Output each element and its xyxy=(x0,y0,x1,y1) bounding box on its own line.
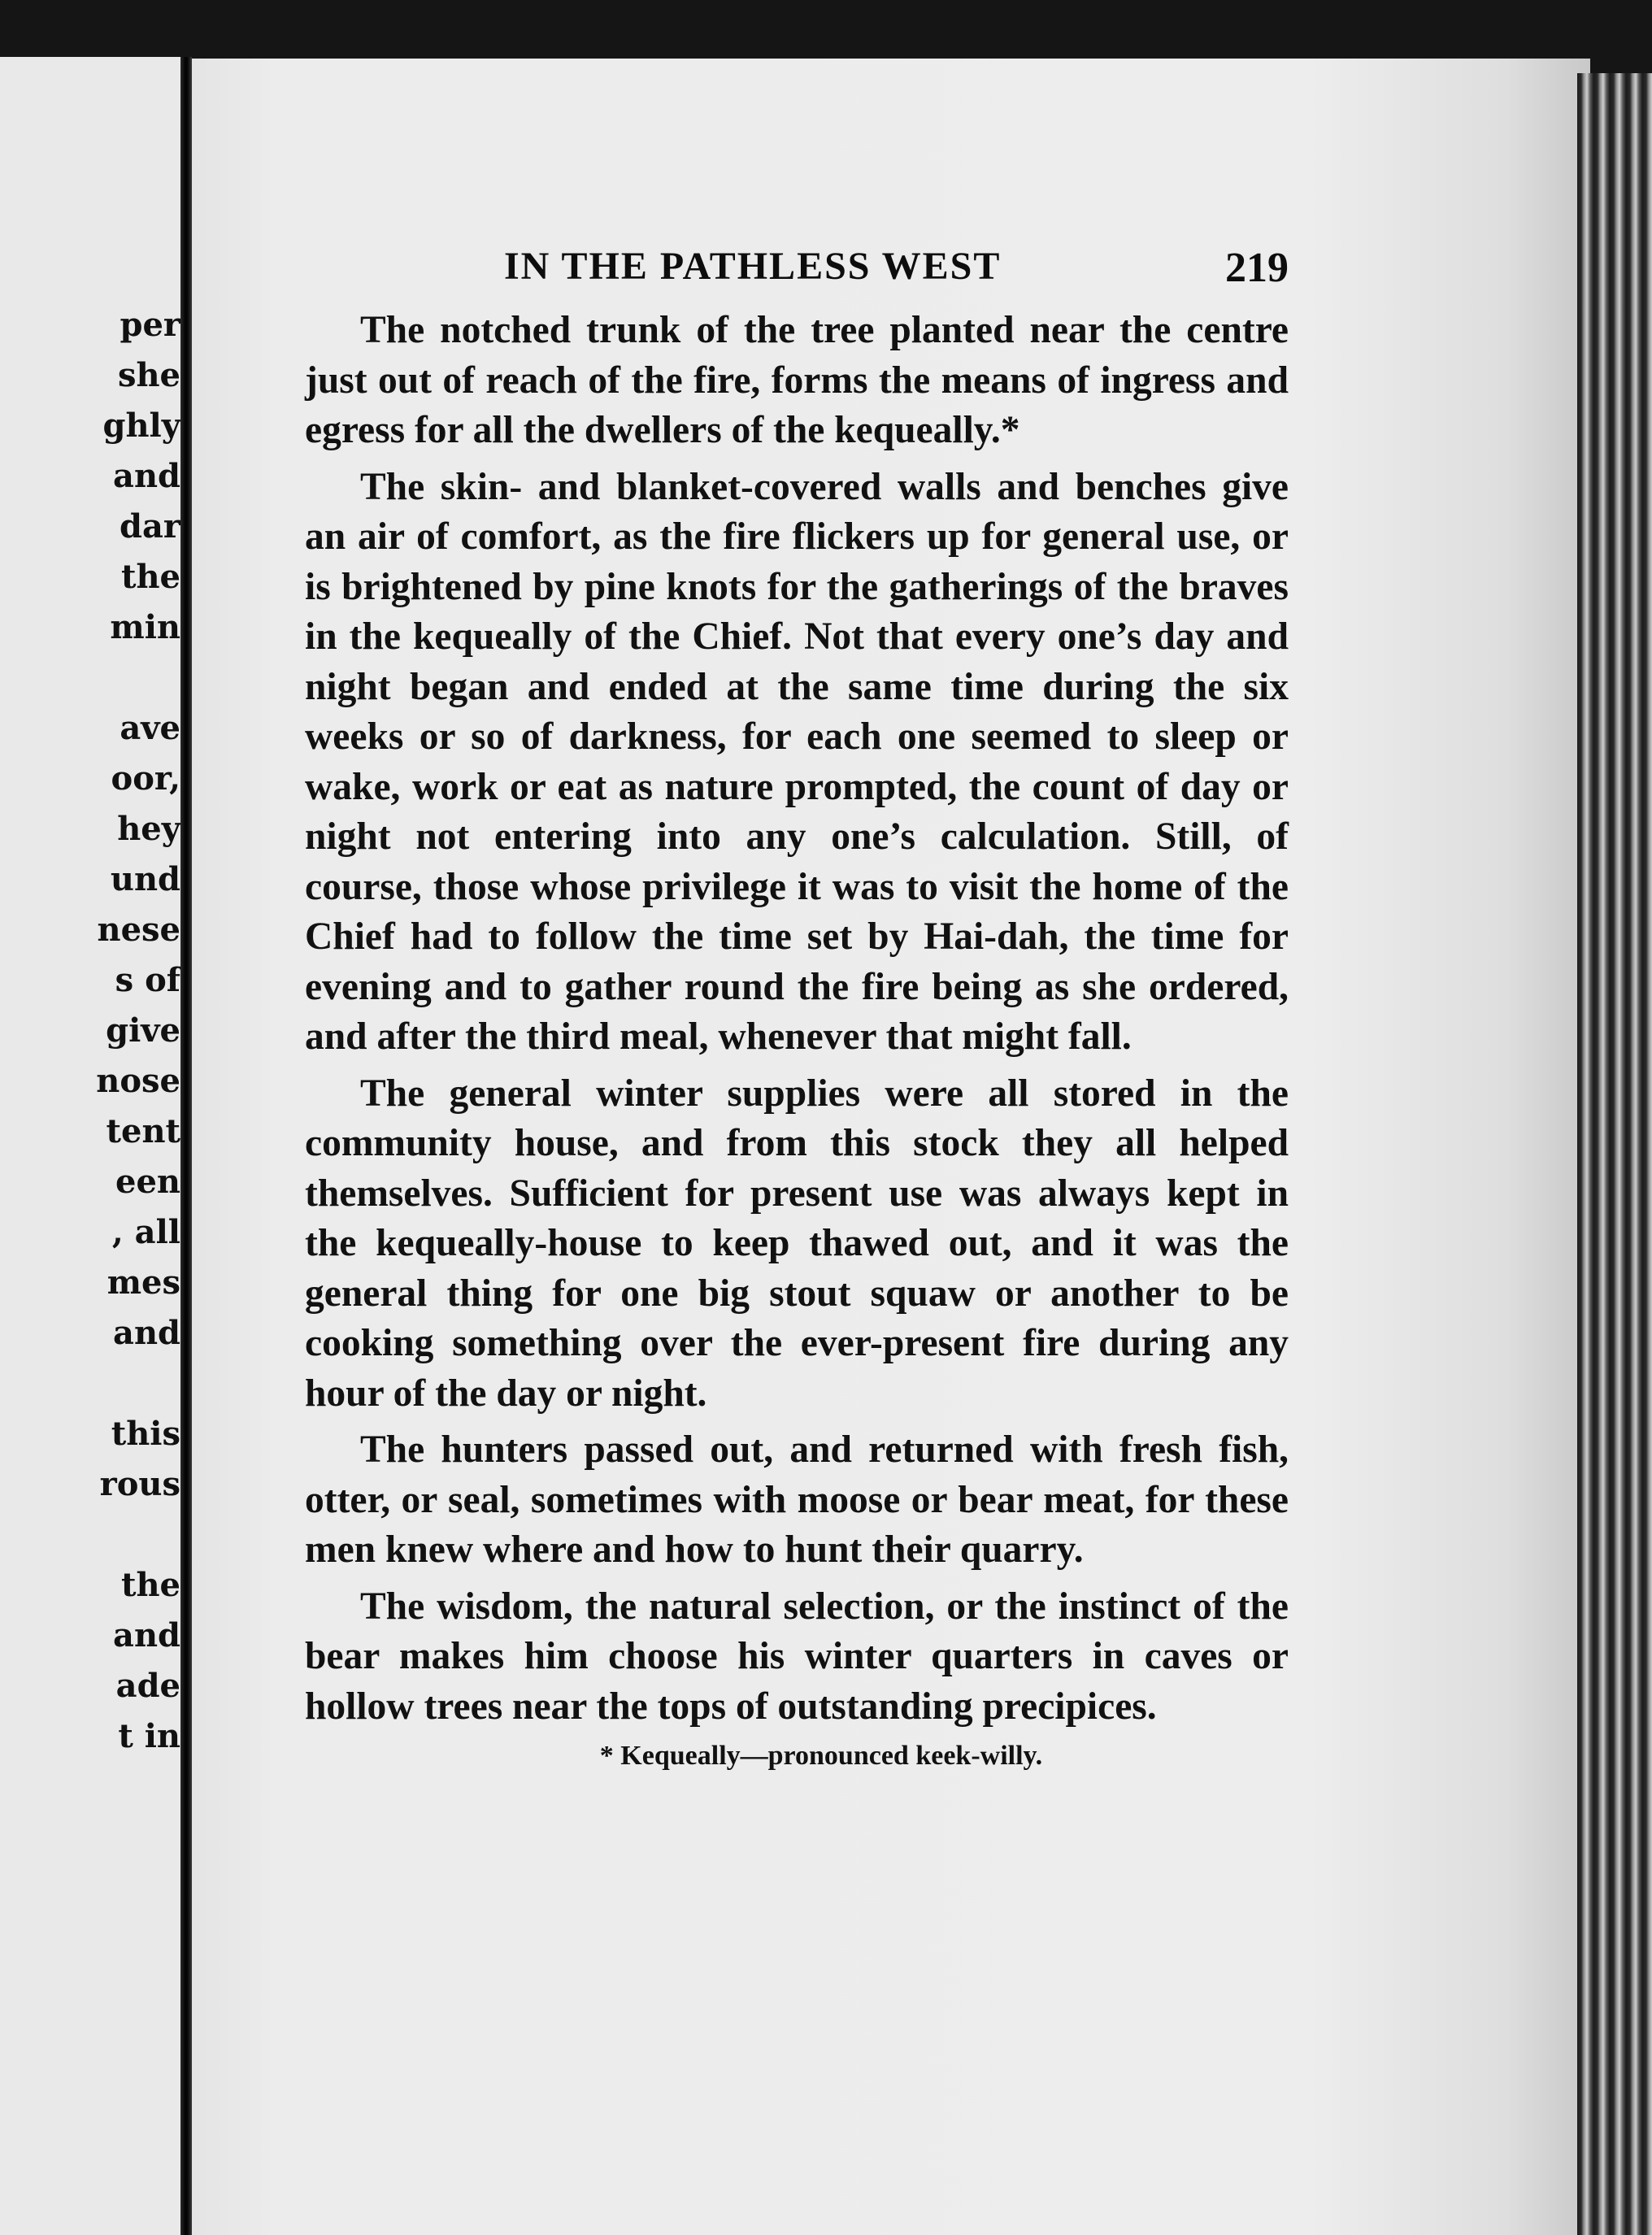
paragraph: The skin- and blanket-covered walls and benches give an air of comfort, as the fire flickers up for general use, or is brightened by pine knots for the gatherings of the braves in the kequeally of the Chief. Not that every one’s day and night began and ended at the same time during the six weeks or so of darkness, for each one seemed to sleep or wake, work or eat as nature prompted, the count of day or night not entering into any one’s calculation. Still, of course, those whose privilege it was to visit the home of the Chief had to follow the time set by Hai-dah, the time for evening and to gather round the fire being as she ordered, and after the third meal, whenever that might fall. xyxy=(305,465,1289,1058)
page-number: 219 xyxy=(1225,245,1289,291)
running-title: IN THE PATHLESS WEST xyxy=(504,245,1002,288)
paragraph: The hunters passed out, and returned with fresh fish, otter, or seal, sometimes with moose or bear meat, for these men knew where and how to hunt their quarry. xyxy=(305,1428,1289,1571)
left-fragment: this xyxy=(111,1415,180,1453)
paragraph: The general winter supplies were all stored in the community house, and from this stock they all helped themselves. Sufficient for present use was always kept in the kequeally-house to keep thawed out, and it was the general thing for one big stout squaw or another to be cooking something over the ever-present fire during any hour of the day or night. xyxy=(305,1072,1289,1415)
left-fragment: und xyxy=(110,860,180,898)
left-fragment: , all xyxy=(111,1213,180,1251)
left-fragment: t in xyxy=(118,1717,180,1755)
left-fragment: hey xyxy=(117,810,180,848)
left-fragment: ghly xyxy=(102,407,180,445)
left-fragment: nese xyxy=(97,911,180,949)
left-fragment: rous xyxy=(99,1465,180,1503)
left-fragment: the xyxy=(120,558,180,596)
paragraph: The notched trunk of the tree planted near the centre just out of reach of the fire, forms the means of ingress and egress for all the dwellers of the kequeally.* xyxy=(305,309,1289,451)
left-fragment: ave xyxy=(120,709,180,747)
left-fragment: dar xyxy=(120,507,180,546)
running-head xyxy=(305,244,1289,301)
page-text-block xyxy=(305,244,1289,1774)
left-fragment: mes xyxy=(107,1263,180,1302)
left-fragment: the xyxy=(120,1566,180,1604)
paragraph: The wisdom, the natural selection, or the instinct of the bear makes him choose his winter quarters in caves or hollow trees near the tops of outstanding precipices. xyxy=(305,1585,1289,1728)
book-gutter xyxy=(180,57,192,2235)
left-fragment: and xyxy=(113,1314,180,1352)
left-fragment: nose xyxy=(96,1062,180,1100)
facing-page-text-fragments xyxy=(0,57,184,2235)
left-fragment: she xyxy=(117,356,180,394)
left-fragment: tent xyxy=(106,1112,180,1150)
left-fragment: ade xyxy=(115,1667,180,1705)
left-fragment: per xyxy=(120,306,180,344)
footnote: * Kequeally—pronounced keek-willy. xyxy=(599,1741,1043,1771)
left-fragment: min xyxy=(110,608,180,646)
facing-page-left xyxy=(0,57,184,2235)
left-fragment: give xyxy=(106,1011,180,1050)
page-edge-leaves xyxy=(1577,73,1652,2235)
left-fragment: oor, xyxy=(111,759,180,798)
left-fragment: een xyxy=(115,1163,180,1201)
left-fragment: and xyxy=(113,457,180,495)
left-fragment: and xyxy=(113,1616,180,1655)
left-fragment: s of xyxy=(115,961,180,999)
